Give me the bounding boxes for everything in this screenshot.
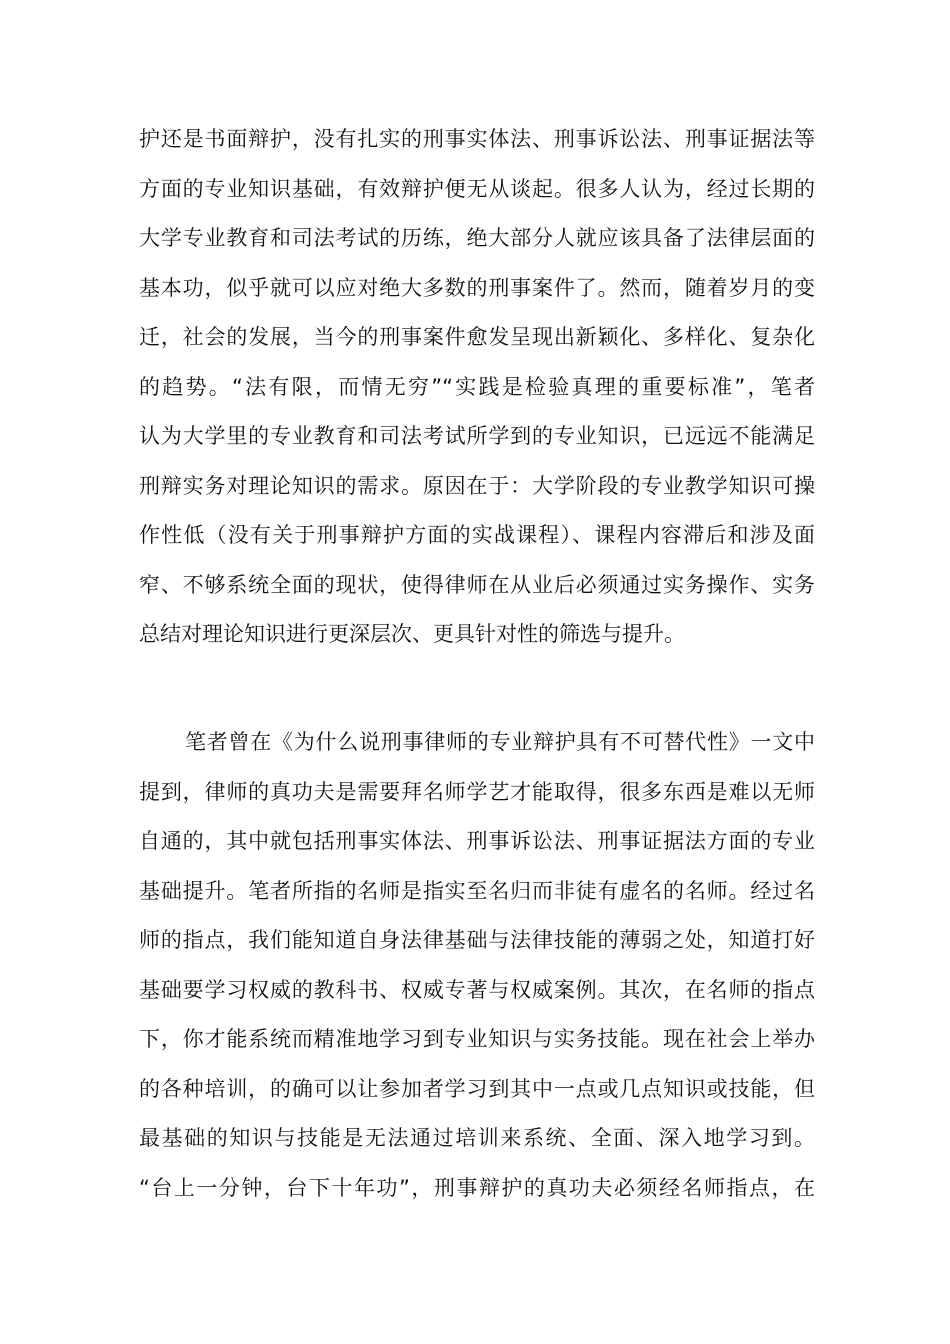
paragraph-line: 基本功，似乎就可以应对绝大多数的刑事案件了。然而，随着岁月的变 (139, 275, 815, 300)
paragraph-line: 的各种培训，的确可以让参加者学习到其中一点或几点知识或技能，但 (139, 1076, 815, 1101)
paragraph-line: 最基础的知识与技能是无法通过培训来系统、全面、深入地学习到。 (139, 1126, 815, 1150)
paragraph-line: 自通的，其中就包括刑事实体法、刑事诉讼法、刑事证据法方面的专业 (139, 829, 815, 853)
paragraph-2 (139, 718, 815, 1213)
paragraph-line: 窄、不够系统全面的现状，使得律师在从业后必须通过实务操作、实务 (139, 572, 815, 597)
paragraph-line: 下，你才能系统而精准地学习到专业知识与实务技能。现在社会上举办 (139, 1027, 815, 1051)
paragraph-line: “台上一分钟，台下十年功”，刑事辩护的真功夫必须经名师指点，在 (139, 1175, 815, 1200)
paragraph-line: 提到，律师的真功夫是需要拜名师学艺才能取得，很多东西是难以无师 (139, 779, 815, 804)
paragraph-line: 刑辩实务对理论知识的需求。原因在于：大学阶段的专业教学知识可操 (139, 473, 815, 498)
paragraph-line: 基础提升。笔者所指的名师是指实至名归而非徒有虚名的名师。经过名 (139, 878, 815, 903)
paragraph-line: 总结对理论知识进行更深层次、更具针对性的筛选与提升。 (139, 622, 685, 646)
paragraph-line: 迁，社会的发展，当今的刑事案件愈发呈现出新颖化、多样化、复杂化 (139, 325, 815, 349)
paragraph-line: 基础要学习权威的教科书、权威专著与权威案例。其次，在名师的指点 (139, 977, 815, 1002)
paragraph-line: 护还是书面辩护，没有扎实的刑事实体法、刑事诉讼法、刑事证据法等 (139, 127, 815, 151)
paragraph-1 (139, 115, 815, 660)
paragraph-line: 笔者曾在《为什么说刑事律师的专业辩护具有不可替代性》一文中 (185, 730, 815, 754)
paragraph-line: 师的指点，我们能知道自身法律基础与法律技能的薄弱之处，知道打好 (139, 928, 815, 952)
paragraph-line: 方面的专业知识基础，有效辩护便无从谈起。很多人认为，经过长期的 (139, 176, 815, 201)
paragraph-line: 作性低（没有关于刑事辩护方面的实战课程）、课程内容滞后和涉及面 (139, 523, 815, 547)
paragraph-line: 的趋势。“法有限，而情无穷”“实践是检验真理的重要标准”，笔者 (139, 374, 815, 399)
paragraph-line: 认为大学里的专业教育和司法考试所学到的专业知识，已远远不能满足 (139, 424, 815, 448)
paragraph-line: 大学专业教育和司法考试的历练，绝大部分人就应该具备了法律层面的 (139, 226, 815, 250)
